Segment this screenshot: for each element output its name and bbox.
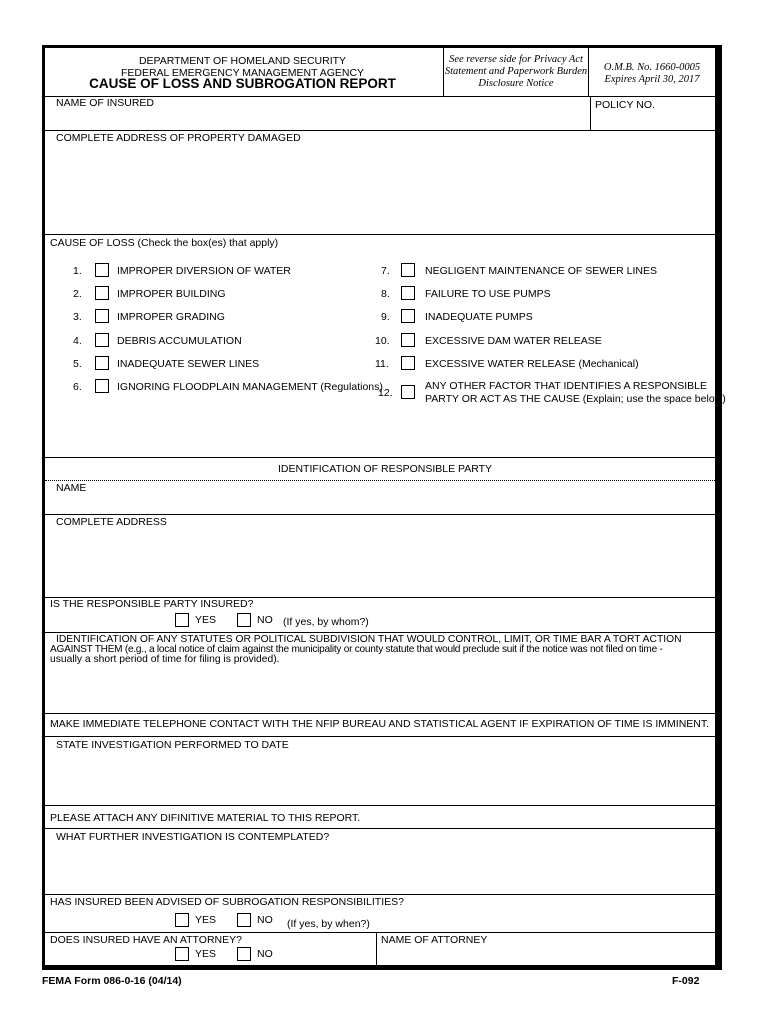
name-of-insured-field[interactable] [50, 109, 585, 129]
cause-12-number: 12. [378, 387, 393, 399]
cause-1-number: 1. [73, 265, 82, 277]
cause-2-number: 2. [73, 288, 82, 300]
form-identifier: FEMA Form 086-0-16 (04/14) [42, 975, 182, 987]
cause-11-checkbox[interactable] [401, 356, 415, 370]
party-insured-by-whom: (If yes, by whom?) [283, 616, 369, 628]
cause-11-label: EXCESSIVE WATER RELEASE (Mechanical) [425, 358, 639, 370]
cause-9-number: 9. [381, 311, 390, 323]
attorney-name-field[interactable] [381, 947, 711, 965]
cause-6-checkbox[interactable] [95, 379, 109, 393]
advised-question: HAS INSURED BEEN ADVISED OF SUBROGATION RESPONSIBILITIES? [50, 896, 404, 908]
state-investigation-label: STATE INVESTIGATION PERFORMED TO DATE [56, 739, 289, 751]
cause-10-label: EXCESSIVE DAM WATER RELEASE [425, 335, 602, 347]
cause-10-number: 10. [375, 335, 390, 347]
name-of-insured-label: NAME OF INSURED [56, 97, 155, 109]
address-damaged-label: COMPLETE ADDRESS OF PROPERTY DAMAGED [56, 132, 301, 144]
advised-by-when: (If yes, by when?) [287, 918, 370, 930]
attach-material-note: PLEASE ATTACH ANY DIFINITIVE MATERIAL TO THIS REPORT. [50, 812, 361, 824]
advised-no-label: NO [257, 914, 273, 926]
advised-yes-checkbox[interactable] [175, 913, 189, 927]
cause-12-label: ANY OTHER FACTOR THAT IDENTIFIES A RESPONSIBLE [425, 380, 708, 392]
cause-6-number: 6. [73, 381, 82, 393]
cause-4-label: DEBRIS ACCUMULATION [117, 335, 242, 347]
state-investigation-field[interactable] [50, 753, 710, 803]
statutes-line-2: AGAINST THEM (e.g., a local notice of claim against the municipality or county statute that would preclude suit if the notice was not filed on time - [50, 644, 663, 655]
further-investigation-label: WHAT FURTHER INVESTIGATION IS CONTEMPLATED? [56, 831, 330, 843]
cause-12-label-line2: PARTY OR ACT AS THE CAUSE (Explain; use the space below) [425, 393, 726, 405]
attorney-no-checkbox[interactable] [237, 947, 251, 961]
cause-5-label: INADEQUATE SEWER LINES [117, 358, 260, 370]
policy-no-label: POLICY NO. [595, 99, 655, 111]
cause-1-label: IMPROPER DIVERSION OF WATER [117, 265, 291, 277]
further-investigation-field[interactable] [50, 845, 710, 893]
cause-4-number: 4. [73, 335, 82, 347]
cause-10-checkbox[interactable] [401, 333, 415, 347]
party-insured-question: IS THE RESPONSIBLE PARTY INSURED? [50, 598, 254, 610]
cause-3-checkbox[interactable] [95, 309, 109, 323]
attorney-question: DOES INSURED HAVE AN ATTORNEY? [50, 934, 242, 946]
cause-7-checkbox[interactable] [401, 263, 415, 277]
cause-4-checkbox[interactable] [95, 333, 109, 347]
form-code: F-092 [672, 975, 700, 987]
privacy-notice-2: Statement and Paperwork Burden [444, 66, 588, 77]
responsible-name-field[interactable] [50, 495, 710, 513]
privacy-notice-3: Disclosure Notice [478, 78, 554, 89]
cause-3-label: IMPROPER GRADING [117, 311, 225, 323]
attorney-yes-label: YES [195, 948, 217, 960]
cause-12-checkbox[interactable] [401, 385, 415, 399]
policy-no-field[interactable] [595, 111, 713, 129]
cause-of-loss-heading: CAUSE OF LOSS (Check the box(es) that apply) [50, 237, 279, 249]
cause-11-number: 11. [375, 358, 389, 370]
cause-9-checkbox[interactable] [401, 309, 415, 323]
advised-yes-label: YES [195, 914, 217, 926]
responsible-party-heading: IDENTIFICATION OF RESPONSIBLE PARTY [277, 463, 493, 475]
cause-8-checkbox[interactable] [401, 286, 415, 300]
agency-name: FEDERAL EMERGENCY MANAGEMENT AGENCY [120, 67, 365, 79]
party-insured-yes-checkbox[interactable] [175, 613, 189, 627]
responsible-address-label: COMPLETE ADDRESS [56, 516, 167, 528]
cause-explanation-field[interactable] [50, 410, 710, 454]
dept-name: DEPARTMENT OF HOMELAND SECURITY [138, 55, 347, 67]
cause-3-number: 3. [73, 311, 82, 323]
privacy-notice-1: See reverse side for Privacy Act [449, 54, 583, 65]
subrogation-report-form [42, 45, 726, 970]
attorney-no-label: NO [257, 948, 273, 960]
advised-no-checkbox[interactable] [237, 913, 251, 927]
responsible-name-label: NAME [56, 482, 87, 494]
cause-7-number: 7. [381, 265, 390, 277]
cause-8-label: FAILURE TO USE PUMPS [425, 288, 551, 300]
cause-5-checkbox[interactable] [95, 356, 109, 370]
cause-7-label: NEGLIGENT MAINTENANCE OF SEWER LINES [425, 265, 658, 277]
statutes-field[interactable] [50, 668, 710, 708]
cause-6-label: IGNORING FLOODPLAIN MANAGEMENT (Regulations) [117, 381, 383, 393]
party-insured-yes-label: YES [195, 614, 217, 626]
omb-number: O.M.B. No. 1660-0005 [603, 62, 701, 73]
cause-9-label: INADEQUATE PUMPS [425, 311, 533, 323]
address-damaged-field[interactable] [50, 146, 710, 232]
cause-5-number: 5. [73, 358, 82, 370]
telephone-contact-note: MAKE IMMEDIATE TELEPHONE CONTACT WITH THE NFIP BUREAU AND STATISTICAL AGENT IF EXPIRATION OF TIME IS IMMINENT. [50, 718, 710, 730]
statutes-line-3: usually a short period of time for filing is provided). [50, 654, 280, 665]
party-insured-no-checkbox[interactable] [237, 613, 251, 627]
attorney-yes-checkbox[interactable] [175, 947, 189, 961]
statutes-line-1: IDENTIFICATION OF ANY STATUTES OR POLITICAL SUBDIVISION THAT WOULD CONTROL, LIMIT, OR TIME BAR A TORT ACTION [56, 634, 682, 645]
cause-2-label: IMPROPER BUILDING [117, 288, 226, 300]
form-title: CAUSE OF LOSS AND SUBROGATION REPORT [89, 76, 396, 91]
attorney-name-label: NAME OF ATTORNEY [381, 934, 488, 946]
cause-8-number: 8. [381, 288, 390, 300]
cause-1-checkbox[interactable] [95, 263, 109, 277]
cause-2-checkbox[interactable] [95, 286, 109, 300]
party-insured-no-label: NO [257, 614, 273, 626]
omb-expiration: Expires April 30, 2017 [604, 74, 700, 85]
responsible-address-field[interactable] [50, 530, 710, 596]
